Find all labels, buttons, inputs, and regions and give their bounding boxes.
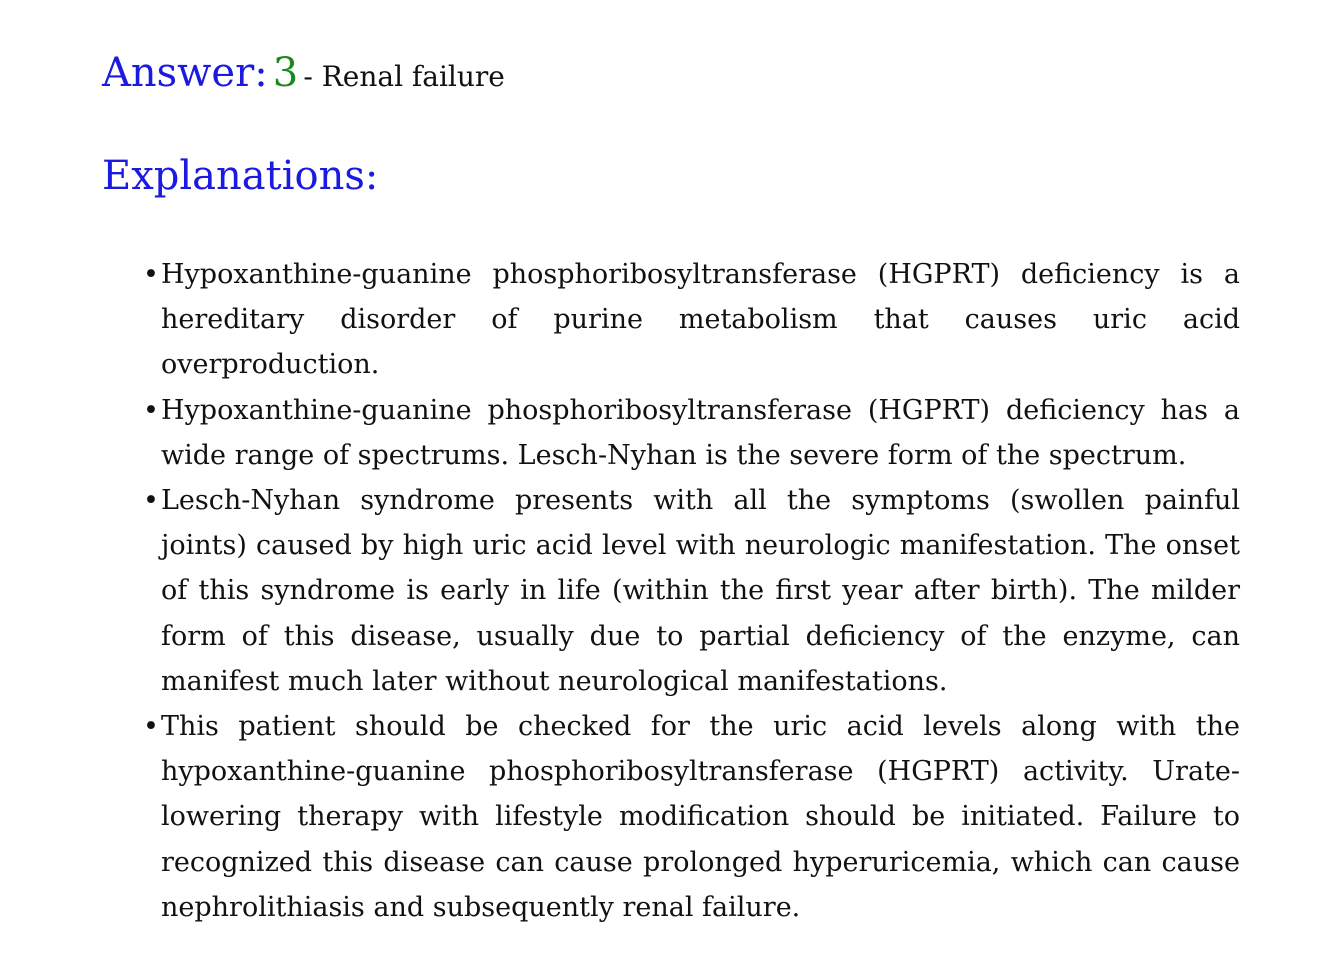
list-item [140,388,1240,478]
list-item-text: Hypoxanthine-guanine phosphoribosyltransferase (HGPRT) deficiency has a wide range of spectrums. Lesch-Nyhan is the severe form of the spectrum. [161,394,1240,471]
bullet-icon: • [143,259,159,290]
answer-number: 3 [272,50,299,96]
list-item [140,478,1240,704]
answer-label: Answer: [102,50,268,96]
list-item-text: Hypoxanthine-guanine phosphoribosyltransferase (HGPRT) deficiency is a hereditary disorder of purine metabolism that causes uric acid overproduction. [161,259,1240,381]
list-item [140,704,1240,930]
list-item [140,252,1240,388]
bullet-icon: • [143,711,159,743]
explanations-title: Explanations: [102,153,379,199]
explanations-list [140,252,1240,930]
bullet-icon: • [143,485,159,517]
answer-line [102,50,505,96]
list-item-text: This patient should be checked for the uric acid levels along with the hypoxanthine-guanine phosphoribosyltransferase (HGPRT) activity. Urate-lowering therapy with lifestyle modification should be initiated. Failure to recognized this disease can cause prolonged hyperuricemia, which can cause nephrolithiasis and subsequently renal failure. [161,711,1240,923]
answer-text: - Renal failure [303,60,505,93]
bullet-icon: • [143,394,159,426]
list-item-text: Lesch-Nyhan syndrome presents with all the symptoms (swollen painful joints) caused by high uric acid level with neurologic manifestation. The onset of this syndrome is early in life (within the first year after birth). The milder form of this disease, usually due to partial deficiency of the enzyme, can manifest much later without neurological manifestations. [161,485,1240,697]
